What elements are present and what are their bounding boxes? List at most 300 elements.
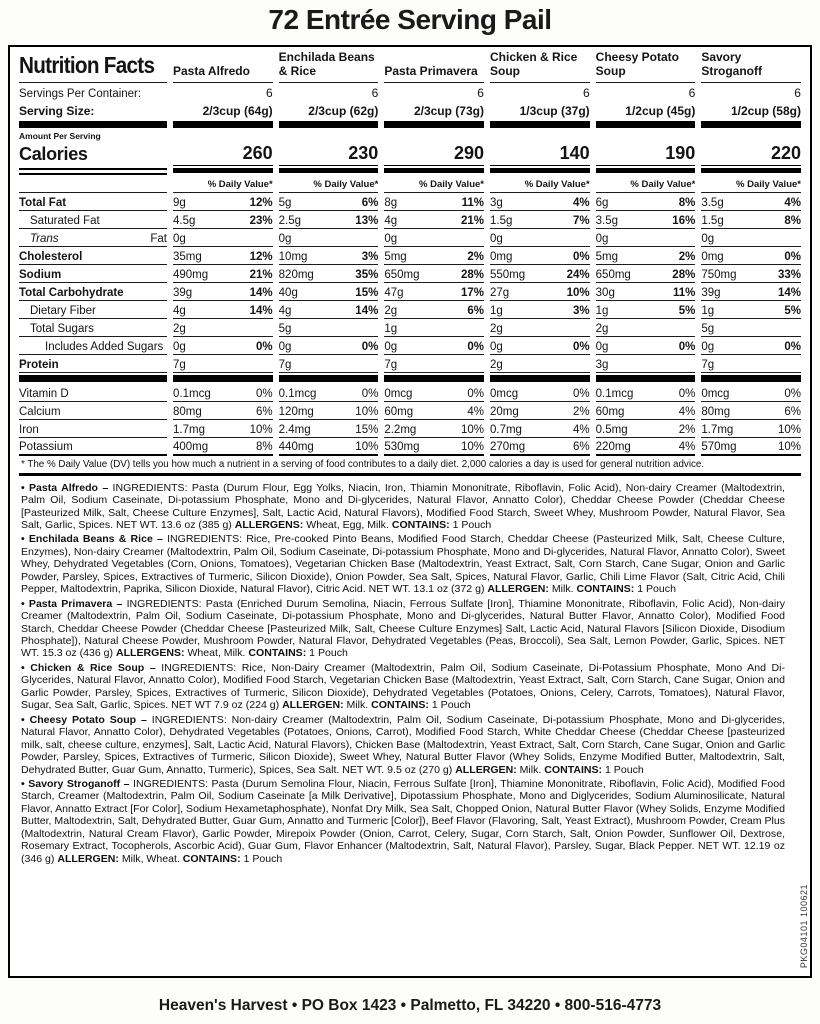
- daily-value-percent: 21%: [460, 214, 484, 227]
- daily-value-percent: 6%: [256, 405, 273, 418]
- divider-bar: [384, 168, 484, 173]
- vitamin-value-cell: [596, 438, 696, 456]
- nutrient-value-cell: [173, 247, 273, 265]
- amount-value: 0.1mcg: [173, 387, 211, 400]
- amount-value: 0g: [384, 232, 398, 245]
- divider-bar: [384, 375, 484, 382]
- nutrient-value-cell: [490, 337, 590, 355]
- amount-value: 0g: [595, 232, 609, 245]
- daily-value-percent: 4%: [678, 405, 696, 418]
- nutrient-value-cell: [384, 229, 484, 247]
- vitamin-value-cell: [490, 420, 590, 438]
- daily-value-header: % Daily Value*: [596, 177, 696, 193]
- amount-value: 5g: [278, 196, 292, 209]
- daily-value-percent: 15%: [355, 286, 379, 299]
- vitamin-label: Calcium: [19, 402, 167, 420]
- amount-value: 6g: [595, 196, 609, 209]
- ingredient-product-name: • Savory Stroganoff –: [21, 778, 134, 791]
- daily-value-percent: 4%: [573, 196, 590, 209]
- nutrient-value-cell: [279, 283, 379, 301]
- ingredient-keyword: ALLERGENS:: [234, 518, 304, 531]
- daily-value-percent: 15%: [355, 423, 379, 436]
- amount-value: 60mg: [595, 405, 625, 418]
- daily-value-percent: 7%: [573, 214, 590, 227]
- daily-value-percent: 3%: [573, 304, 590, 317]
- daily-value-percent: 0%: [256, 387, 273, 400]
- servings-count: 6: [371, 85, 379, 100]
- ingredient-keyword: ALLERGEN:: [282, 699, 344, 712]
- daily-value-percent: 6%: [784, 405, 801, 418]
- amount-value: 35mg: [173, 250, 202, 263]
- daily-value-percent: 13%: [355, 214, 379, 227]
- daily-value-percent: 10%: [460, 423, 484, 436]
- daily-value-percent: 11%: [461, 196, 484, 209]
- daily-value-percent: 10%: [566, 286, 590, 299]
- daily-value-percent: 0%: [784, 387, 801, 400]
- nutrient-value-cell: [596, 193, 696, 211]
- nutrient-label: Protein: [19, 355, 167, 373]
- ingredient-keyword: CONTAINS:: [544, 763, 603, 776]
- divider-bar: [596, 375, 696, 382]
- divider-bar: [19, 121, 167, 128]
- daily-value-header: % Daily Value*: [173, 177, 273, 193]
- nutrient-label: Total Carbohydrate: [19, 283, 167, 301]
- nutrient-value-cell: [490, 355, 590, 373]
- nutrient-value-cell: [384, 211, 484, 229]
- daily-value-percent: 16%: [672, 214, 696, 227]
- vitamin-value-cell: [701, 384, 801, 402]
- amount-value: 570mg: [701, 440, 737, 453]
- servings-count: 6: [794, 85, 801, 100]
- nutrient-value-cell: [384, 193, 484, 211]
- vitamin-label: Iron: [19, 420, 167, 438]
- divider-bar: [596, 168, 696, 173]
- calories-value: 190: [596, 141, 696, 166]
- nutrient-value-cell: [701, 283, 801, 301]
- serving-size-value: 1/2cup (45g): [625, 103, 696, 118]
- nutrient-value-cell: [701, 319, 801, 337]
- nutrient-value-cell: [279, 247, 379, 265]
- amount-value: 27g: [489, 286, 510, 299]
- nutrition-facts-table: [19, 49, 801, 473]
- vitamin-value-cell: [701, 438, 801, 456]
- nutrient-value-cell: [384, 301, 484, 319]
- amount-value: 3g: [489, 196, 503, 209]
- ingredient-keyword: CONTAINS:: [576, 583, 635, 596]
- product-column-header: Pasta Alfredo: [173, 49, 273, 83]
- nutrition-label-box: [8, 45, 812, 978]
- ingredient-product-name: • Chicken & Rice Soup –: [21, 661, 162, 674]
- amount-value: 3g: [595, 358, 609, 371]
- amount-value: 4g: [384, 214, 398, 227]
- daily-value-percent: 10%: [249, 423, 273, 436]
- nutrient-value-cell: [173, 193, 273, 211]
- vitamin-value-cell: [596, 402, 696, 420]
- daily-value-percent: 10%: [460, 440, 484, 453]
- nutrient-value-cell: [596, 265, 696, 283]
- nutrient-value-cell: [279, 229, 379, 247]
- amount-value: 0.7mg: [489, 423, 522, 436]
- nutrient-label: Trans Fat: [19, 229, 167, 247]
- amount-value: 0g: [489, 340, 503, 353]
- product-column-header: Savory Stroganoff: [701, 49, 801, 83]
- nutrient-value-cell: [701, 265, 801, 283]
- nutrient-value-cell: [279, 211, 379, 229]
- vitamin-value-cell: [596, 384, 696, 402]
- nutrient-value-cell: [173, 211, 273, 229]
- amount-value: 8g: [384, 196, 398, 209]
- nutrient-value-cell: [173, 301, 273, 319]
- amount-value: 0.1mcg: [278, 387, 317, 400]
- section-divider: [19, 473, 801, 476]
- calories-label: Calories: [19, 143, 88, 164]
- ingredient-keyword: ALLERGEN:: [455, 763, 517, 776]
- daily-value-percent: 8%: [256, 440, 273, 453]
- amount-value: 2g: [173, 322, 186, 335]
- amount-value: 5mg: [595, 250, 619, 263]
- daily-value-percent: 6%: [361, 196, 379, 209]
- ingredient-keyword: CONTAINS:: [391, 518, 450, 531]
- nutrient-value-cell: [279, 355, 379, 373]
- daily-value-percent: 5%: [784, 304, 801, 317]
- amount-value: 7g: [278, 358, 292, 371]
- divider-bar: [490, 375, 590, 382]
- amount-value: 2g: [595, 322, 609, 335]
- servings-count: 6: [477, 85, 484, 100]
- divider-bar: [490, 121, 590, 128]
- amount-value: 650mg: [595, 268, 631, 281]
- amount-value: 1.7mg: [173, 423, 205, 436]
- amount-value: 7g: [173, 358, 186, 371]
- nutrient-value-cell: [173, 265, 273, 283]
- italic-word: Trans: [30, 232, 59, 245]
- amount-value: 750mg: [701, 268, 737, 281]
- vitamin-value-cell: [279, 384, 379, 402]
- nutrient-value-cell: [701, 211, 801, 229]
- daily-value-header: % Daily Value*: [490, 177, 590, 193]
- product-column-header: Enchilada Beans & Rice: [279, 49, 379, 83]
- daily-value-percent: 3%: [361, 250, 379, 263]
- amount-value: 4g: [173, 304, 186, 317]
- amount-value: 0mcg: [701, 387, 730, 400]
- amount-value: 0g: [701, 340, 715, 353]
- spacer-cell: [701, 130, 801, 141]
- company-footer: Heaven's Harvest • PO Box 1423 • Palmetto, FL 34220 • 800-516-4773: [158, 997, 662, 1014]
- vitamin-value-cell: [173, 384, 273, 402]
- vitamin-label: Potassium: [19, 438, 167, 456]
- divider-bar: [701, 375, 801, 382]
- servings-count: 6: [582, 85, 590, 100]
- daily-value-percent: 0%: [361, 387, 379, 400]
- calories-value: 290: [384, 141, 484, 166]
- ingredient-paragraph: • Enchilada Beans & Rice – INGREDIENTS: Rice, Pre-cooked Pinto Beans, Modified Food Starch, Cheddar Cheese (Pasteurized Milk, Salt, Cheese Culture, Enzymes), Non-dairy Creamer (Maltodextrin, Palm Oil, Sodium Caseinate, Di-potassium Phosphate, Mono and Di-glycerides, Natural Flavor, Annatto Color), Sweet Whey, Dehydrated Vegetables (Corn, Onions, Tomatoes), Vegetarian Chicken Base (Maltodextrin, Yeast Extract, Salt, Corn Starch, Cane Sugar, Onion and Garlic Powder, Parsley, Spices, Extractives of Turmeric, Silicon Dioxide), Onion Powder, Sea Salt, Spices, Natural Flavor, Garlic, Chili Lime Flavor (Salt, Citric Acid, Chili Pepper, Maltodextrin, Paprika, Silicon Dioxide, Natural Flavor), Citric Acid. NET WT. 13.1 oz (372 g) ALLERGEN: Milk. CONTAINS: 1 Pouch: [21, 533, 785, 596]
- daily-value-percent: 6%: [467, 304, 484, 317]
- amount-per-serving-label: Amount Per Serving: [19, 130, 101, 141]
- nutrient-value-cell: [490, 301, 590, 319]
- daily-value-percent: 0%: [361, 340, 379, 353]
- amount-value: 4.5g: [173, 214, 196, 227]
- vitamin-value-cell: [384, 420, 484, 438]
- daily-value-percent: 2%: [678, 250, 696, 263]
- amount-value: 0g: [173, 340, 186, 353]
- daily-value-percent: 28%: [672, 268, 696, 281]
- ingredient-keyword: CONTAINS:: [182, 852, 241, 865]
- amount-value: 270mg: [489, 440, 526, 453]
- daily-value-percent: 28%: [460, 268, 484, 281]
- nutrient-value-cell: [384, 319, 484, 337]
- divider-bar: [19, 168, 167, 175]
- daily-value-percent: 0%: [573, 387, 590, 400]
- amount-value: 2.4mg: [278, 423, 311, 436]
- daily-value-percent: 11%: [672, 286, 696, 299]
- divider-bar: [701, 121, 801, 128]
- ingredient-paragraph: • Savory Stroganoff – INGREDIENTS: Pasta (Durum Semolina Flour, Niacin, Ferrous Sulfate [Iron], Thiamine Mononitrate, Riboflavin, Folic Acid), Modified Food Starch, Creamer (Maltodextrin, Palm Oil, Sodium Caseinate [a Milk Derivative], Dipotassium Phosphate, Mono and Diglycerides, Sodium Aluminosilicate, Natural Flavor, Annatto Extract [For Color], Sodium Hexametaphosphate), Nonfat Dry Milk, Sea Salt, Chopped Onion, Natural Butter Flavor (Whey Solids, Enzyme Modified Butter, Maltodextrin, Salt, Dehydrated Butter, Guar Gum, Annatto and Turmeric [Color]), Beef Flavor (Flavoring, Salt, Yeast Extract), Mushroom Powder, Cream Plus (Maltodextrin, Natural Cream Flavor), Garlic Powder, Mirepoix Powder (Onion, Carrot, Celery, Sugar, Corn Starch, Salt, Onion Powder, Sunflower Oil, Dextrose, Rosemary Extract, Tocopherols, Ascorbic Acid), Guar Gum, Flavor Enhancer (Maltodextrin, Salt, Natural Flavor), Parsley, Sugar, Black Pepper. NET WT. 12.19 oz (346 g) ALLERGEN: Milk, Wheat. CONTAINS: 1 Pouch: [21, 778, 785, 865]
- amount-value: 3.5g: [701, 196, 724, 209]
- amount-value: 1g: [595, 304, 609, 317]
- amount-value: 0g: [595, 340, 609, 353]
- amount-value: 0mg: [701, 250, 724, 263]
- amount-value: 4g: [278, 304, 292, 317]
- vitamin-value-cell: [701, 402, 801, 420]
- nutrient-value-cell: [173, 283, 273, 301]
- amount-value: 550mg: [489, 268, 526, 281]
- daily-value-percent: 10%: [355, 405, 379, 418]
- amount-value: 30g: [595, 286, 615, 299]
- amount-value: 1.7mg: [701, 423, 734, 436]
- daily-value-percent: 0%: [467, 387, 484, 400]
- vitamin-value-cell: [279, 402, 379, 420]
- daily-value-percent: 17%: [460, 286, 484, 299]
- amount-value: 5g: [278, 322, 292, 335]
- product-column-header: Pasta Primavera: [384, 49, 484, 83]
- ingredient-paragraph: • Cheesy Potato Soup – INGREDIENTS: Non-dairy Creamer (Maltodextrin, Palm Oil, Sodium Caseinate, Di-potassium Phosphate, Mono and Di-glycerides, Natural Flavor, Annatto Color), Dehydrated Vegetables (Potatoes, Onions, Carrot), Modified Food Starch, White Cheddar Cheese (Cheddar Cheese [pasteurized milk, salt, cheese culture, enzymes], Salt, Lactic Acid, Natural Flavors), Chicken Base (Maltodextrin, Yeast Extract, Salt, Corn Starch, Cane Sugar, Onion and Garlic Powder, Parsley, Spices, Extractives of Turmeric, Silicon Dioxide), Sweet Whey, Natural Butter Flavor (Whey Solids, Enzyme Modified Butter, Maltodextrin, Salt, Dehydrated Butter, Guar Gum, Annatto, Turmeric), Spices, Sea Salt. NET WT. 9.5 oz (270 g) ALLERGEN: Milk. CONTAINS: 1 Pouch: [21, 713, 786, 776]
- amount-value: 9g: [173, 196, 186, 209]
- daily-value-percent: 4%: [573, 423, 590, 436]
- daily-value-percent: 14%: [355, 304, 379, 317]
- ingredient-product-name: • Pasta Alfredo –: [21, 481, 113, 494]
- amount-value: 47g: [384, 286, 404, 299]
- daily-value-percent: 33%: [777, 268, 801, 281]
- vitamin-value-cell: [279, 420, 379, 438]
- spacer-cell: [279, 130, 379, 141]
- amount-value: 39g: [173, 286, 193, 299]
- serving-size-value: 2/3cup (64g): [202, 103, 273, 118]
- vitamin-value-cell: [490, 438, 590, 456]
- nutrient-value-cell: [490, 229, 590, 247]
- nutrient-value-cell: [173, 229, 273, 247]
- daily-value-percent: 14%: [249, 286, 273, 299]
- calories-value: 260: [173, 141, 273, 166]
- divider-bar: [384, 121, 484, 128]
- amount-value: 0.1mcg: [595, 387, 634, 400]
- divider-bar: [173, 375, 273, 382]
- divider-bar: [279, 168, 379, 173]
- serving-size-value: 2/3cup (62g): [308, 103, 379, 118]
- nutrient-value-cell: [384, 283, 484, 301]
- amount-value: 1.5g: [489, 214, 513, 227]
- nutrient-value-cell: [490, 319, 590, 337]
- amount-value: 60mg: [384, 405, 414, 418]
- calories-value: 230: [279, 141, 379, 166]
- nutrient-value-cell: [596, 247, 696, 265]
- nutrient-value-cell: [173, 337, 273, 355]
- daily-value-percent: 21%: [249, 268, 273, 281]
- daily-value-percent: 8%: [678, 196, 696, 209]
- nutrient-value-cell: [596, 211, 696, 229]
- spacer-cell: [384, 130, 484, 141]
- vitamin-value-cell: [384, 438, 484, 456]
- amount-value: 0g: [384, 340, 398, 353]
- daily-value-percent: 4%: [784, 196, 801, 209]
- nutrient-label: Includes Added Sugars: [19, 337, 167, 355]
- servings-per-container-label: Servings Per Container:: [19, 87, 142, 100]
- nutrient-label: Total Fat: [19, 193, 167, 211]
- divider-bar: [490, 168, 590, 173]
- daily-value-percent: 0%: [256, 340, 273, 353]
- calories-value: 220: [701, 141, 801, 166]
- daily-value-percent: 0%: [678, 387, 696, 400]
- nutrient-value-cell: [701, 229, 801, 247]
- divider-bar: [279, 375, 379, 382]
- amount-value: 220mg: [595, 440, 631, 453]
- daily-value-header: % Daily Value*: [701, 177, 801, 193]
- divider-bar: [596, 121, 696, 128]
- spacer-cell: [490, 130, 590, 141]
- nutrient-value-cell: [384, 355, 484, 373]
- daily-value-header-spacer: [19, 177, 167, 193]
- daily-value-percent: 0%: [784, 340, 801, 353]
- vitamin-value-cell: [596, 420, 696, 438]
- nutrient-value-cell: [279, 301, 379, 319]
- amount-value: 80mg: [701, 405, 731, 418]
- amount-value: 820mg: [278, 268, 314, 281]
- amount-value: 0g: [489, 232, 503, 245]
- page-title: 72 Entrée Serving Pail: [268, 4, 552, 35]
- nutrient-label: Dietary Fiber: [19, 301, 167, 319]
- daily-value-percent: 8%: [784, 214, 801, 227]
- nutrient-value-cell: [596, 355, 696, 373]
- daily-value-percent: 6%: [573, 440, 590, 453]
- daily-value-header: % Daily Value*: [384, 177, 484, 193]
- servings-count: 6: [688, 85, 696, 100]
- nutrition-facts-title: Nutrition Facts: [19, 51, 155, 78]
- amount-value: 7g: [384, 358, 398, 371]
- vitamin-value-cell: [490, 384, 590, 402]
- daily-value-header: % Daily Value*: [279, 177, 379, 193]
- vitamin-value-cell: [173, 402, 273, 420]
- nutrient-value-cell: [279, 193, 379, 211]
- nutrition-facts-heading: [19, 49, 167, 83]
- nutrient-value-cell: [279, 319, 379, 337]
- divider-bar: [173, 121, 273, 128]
- divider-bar: [701, 168, 801, 173]
- calories-value: 140: [490, 141, 590, 166]
- spacer-cell: [596, 130, 696, 141]
- amount-value: 0g: [173, 232, 186, 245]
- amount-value: 1.5g: [701, 214, 724, 227]
- amount-value: 39g: [701, 286, 721, 299]
- spacer-cell: [173, 130, 273, 141]
- nutrient-value-cell: [701, 301, 801, 319]
- daily-value-percent: 23%: [249, 214, 273, 227]
- nutrient-value-cell: [384, 337, 484, 355]
- ingredient-keyword: CONTAINS:: [371, 699, 429, 712]
- daily-value-percent: 0%: [784, 250, 801, 263]
- nutrient-value-cell: [596, 337, 696, 355]
- serving-size-label: Serving Size:: [19, 103, 95, 118]
- amount-value: 2g: [489, 358, 503, 371]
- amount-value: 440mg: [278, 440, 314, 453]
- nutrient-value-cell: [596, 301, 696, 319]
- amount-value: 1g: [701, 304, 715, 317]
- ingredient-product-name: • Pasta Primavera –: [21, 597, 127, 610]
- amount-value: 1g: [384, 322, 398, 335]
- nutrient-value-cell: [173, 319, 273, 337]
- amount-value: 2g: [489, 322, 503, 335]
- nutrient-value-cell: [490, 247, 590, 265]
- vitamin-value-cell: [173, 438, 273, 456]
- amount-value: 0.5mg: [595, 423, 628, 436]
- daily-value-percent: 10%: [777, 440, 801, 453]
- vitamin-value-cell: [384, 384, 484, 402]
- nutrient-value-cell: [173, 355, 273, 373]
- vitamin-value-cell: [701, 420, 801, 438]
- daily-value-percent: 12%: [249, 250, 273, 263]
- servings-count: 6: [265, 85, 273, 100]
- daily-value-percent: 14%: [249, 304, 273, 317]
- nutrient-value-cell: [279, 337, 379, 355]
- daily-value-percent: 14%: [777, 286, 801, 299]
- amount-value: 5mg: [384, 250, 407, 263]
- daily-value-percent: 2%: [678, 423, 696, 436]
- ingredient-paragraph: • Pasta Primavera – INGREDIENTS: Pasta (Enriched Durum Semolina, Niacin, Ferrous Sulfate [Iron], Thiamine Mononitrate, Riboflavin, Folic Acid), Non-dairy Creamer (Maltodextrin, Palm Oil, Sodium Caseinate, Di-potassium Phosphate, Mono and Di-glycerides, Natural Butter Flavor, Annatto Color), Modified Food Starch, Cheddar Cheese Powder (Cheddar Cheese [Pasteurized Milk, Salt, Cheese Culture Enzymes] Salt, Lactic Acid, Natural Flavors [Silicon Dioxide, Disodium Phosphate]), Natural Cheese Powder, Mushroom Powder, Natural Flavor, Dehydrated Vegetables (Peas, Broccoli), Sea Salt, Lemon Powder, Garlic, Spices. NET WT. 15.3 oz (436 g) ALLERGENS: Wheat, Milk. CONTAINS: 1 Pouch: [21, 597, 786, 660]
- amount-value: 400mg: [173, 440, 209, 453]
- amount-value: 2.5g: [278, 214, 302, 227]
- daily-value-percent: 10%: [777, 423, 801, 436]
- amount-value: 0mcg: [384, 387, 413, 400]
- vitamin-value-cell: [384, 402, 484, 420]
- serving-size-value: 1/3cup (37g): [519, 103, 590, 118]
- nutrient-label: Sodium: [19, 265, 167, 283]
- package-code: PKG04101 100621: [799, 883, 809, 968]
- daily-value-footnote: * The % Daily Value (DV) tells you how much a nutrient in a serving of food contributes to a daily diet. 2,000 calories a day is used for general nutrition advice.: [21, 458, 705, 470]
- vitamin-value-cell: [490, 402, 590, 420]
- nutrient-value-cell: [384, 265, 484, 283]
- amount-value: 650mg: [384, 268, 420, 281]
- daily-value-percent: 2%: [467, 250, 484, 263]
- nutrient-label: Saturated Fat: [19, 211, 167, 229]
- ingredient-keyword: ALLERGEN:: [57, 852, 119, 865]
- amount-value: 0mcg: [489, 387, 519, 400]
- amount-value: 7g: [701, 358, 715, 371]
- ingredient-keyword: ALLERGEN:: [487, 583, 549, 596]
- amount-value: 0g: [701, 232, 715, 245]
- amount-value: 0mg: [489, 250, 513, 263]
- daily-value-percent: 0%: [678, 340, 696, 353]
- ingredient-paragraph: • Chicken & Rice Soup – INGREDIENTS: Rice, Non-Dairy Creamer (Maltodextrin, Palm Oil, Sodium Caseinate, Di-Potassium Phosphate, Mono And Di-Glycerides, Natural Flavor, Annatto Color), Modified Food Starch, Vegetarian Chicken Base (Maltodextrin, Yeast Extract, Salt, Corn Starch, Cane Sugar, Onion and Garlic Powder, Parsley, Spices, Extractives of Turmeric, Silicon Dioxide), Dehydrated Vegetables (Potatoes, Onions, Celery, Carrots, Tomatoes), Natural Flavor, Sugar, Sea Salt, Garlic, Spices. NET WT 7.9 oz (224 g) ALLERGEN: Milk. CONTAINS: 1 Pouch: [21, 661, 785, 712]
- daily-value-percent: 2%: [573, 405, 590, 418]
- nutrient-value-cell: [490, 265, 590, 283]
- amount-value: 80mg: [173, 405, 202, 418]
- amount-value: 530mg: [384, 440, 420, 453]
- daily-value-percent: 4%: [678, 440, 696, 453]
- divider-bar: [279, 121, 379, 128]
- daily-value-percent: 12%: [249, 196, 273, 209]
- nutrient-value-cell: [596, 283, 696, 301]
- nutrient-value-cell: [701, 355, 801, 373]
- ingredient-product-name: • Enchilada Beans & Rice –: [21, 533, 168, 546]
- ingredient-paragraph: • Pasta Alfredo – INGREDIENTS: Pasta (Durum Flour, Egg Yolks, Niacin, Iron, Thiamin Mononitrate, Riboflavin, Folic Acid), Non-dairy Creamer (Maltodextrin, Palm Oil, Sodium Caseinate, Di-potassium Phosphate, Mono and Di-glycerides, Natural Flavor, Annatto Color), Cheddar Cheese Powder (Cheddar Cheese [Pasteurized Milk, Salt, Cheese Culture Enzymes], Salt, Lactic Acid, Natural Flavors), Modified Food Starch, Sweet Whey, Mushroom Powder, Natural Flavor, Sea Salt, Garlic, Spices. NET WT. 13.6 oz (385 g) ALLERGENS: Wheat, Egg, Milk. CONTAINS: 1 Pouch: [21, 481, 785, 531]
